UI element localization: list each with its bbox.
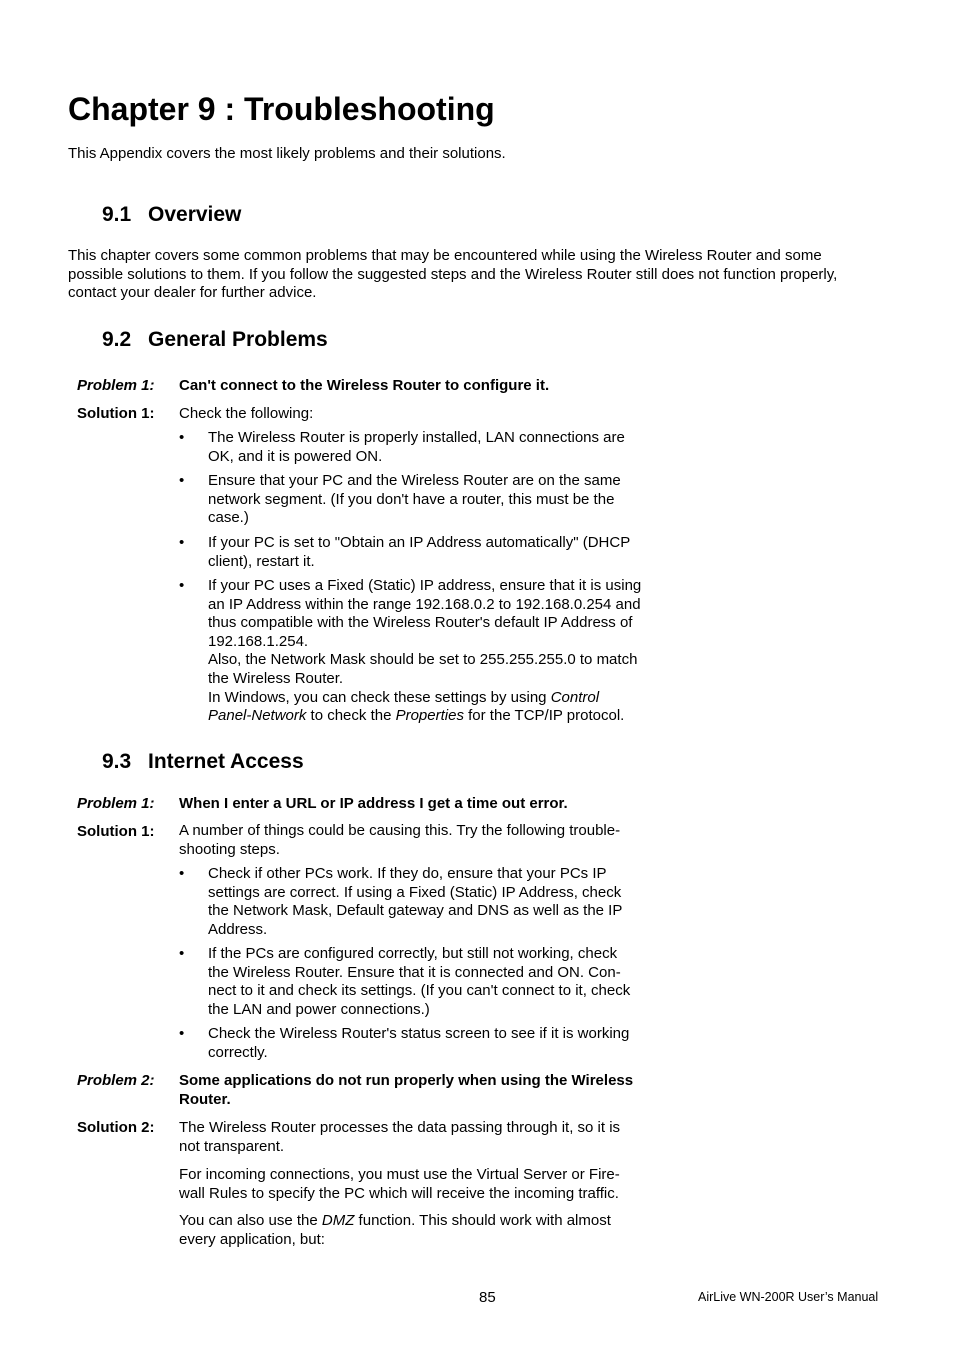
bullet-line: the LAN and power connections.): [208, 1000, 430, 1018]
solution-label: Solution 2:: [77, 1119, 155, 1136]
solution-label: Solution 1:: [77, 405, 155, 422]
bullet-line: The Wireless Router is properly installed, LAN connections are: [208, 429, 625, 446]
solution-text: [179, 1119, 679, 1156]
solution-line: wall Rules to specify the PC which will receive the incoming traffic.: [179, 1184, 619, 1202]
bullet-line: case.): [208, 509, 249, 527]
solution-paragraph: [179, 1166, 679, 1203]
bullet-glyph: •: [179, 534, 185, 551]
text-run-italic: Control: [550, 688, 600, 706]
bullet-line: Check the Wireless Router's status screen to see if it is working: [208, 1025, 630, 1042]
section-number: 9.1: [102, 203, 132, 226]
problem-text: Can't connect to the Wireless Router to configure it.: [179, 377, 550, 394]
text-run: to check the: [306, 707, 396, 725]
section-number: 9.3: [102, 750, 132, 773]
section-number: 9.2: [102, 328, 132, 351]
solution-line: The Wireless Router processes the data passing through it, so it is: [179, 1119, 621, 1136]
section-title: Overview: [148, 203, 242, 226]
problem-text: [179, 1072, 679, 1109]
chapter-title: Chapter 9 : Troubleshooting: [68, 91, 495, 127]
overview-line: possible solutions to them. If you follow the suggested steps and the Wireless Router still does not function properly,: [68, 265, 838, 283]
text-run-italic: DMZ: [321, 1212, 355, 1229]
solution-paragraph: [179, 1212, 679, 1249]
bullet-glyph: •: [179, 945, 185, 962]
section-title: General Problems: [148, 328, 328, 351]
bullet-line: the Wireless Router. Ensure that it is connected and ON. Con-: [208, 963, 621, 981]
bullet-line: the Wireless Router.: [208, 669, 344, 687]
solution-text: Check the following:: [179, 405, 314, 422]
bullet-line: If your PC is set to "Obtain an IP Address automatically" (DHCP: [208, 534, 631, 551]
overview-paragraph: [68, 247, 908, 303]
problem-line: Some applications do not run properly when using the Wireless: [179, 1072, 634, 1089]
section-heading-overview: [102, 202, 241, 228]
bullet-line: client), restart it.: [208, 552, 315, 570]
bullet-line: If your PC uses a Fixed (Static) IP address, ensure that it is using: [208, 577, 642, 594]
bullet-line: Check if other PCs work. If they do, ensure that your PCs IP: [208, 865, 607, 882]
bullet-glyph: •: [179, 429, 185, 446]
bullet-line: correctly.: [208, 1043, 268, 1061]
bullet-line: OK, and it is powered ON.: [208, 447, 383, 465]
problem-text: When I enter a URL or IP address I get a time out error.: [179, 795, 568, 812]
solution-line: every application, but:: [179, 1230, 325, 1248]
bullet-line: 192.168.1.254.: [208, 632, 309, 650]
solution-label: Solution 1:: [77, 823, 155, 840]
bullet-glyph: •: [179, 865, 185, 882]
solution-line: For incoming connections, you must use the Virtual Server or Fire-: [179, 1166, 620, 1183]
chapter-intro: This Appendix covers the most likely problems and their solutions.: [68, 145, 506, 162]
problem-label: Problem 1:: [77, 377, 155, 394]
bullet-line: network segment. (If you don't have a router, this must be the: [208, 490, 615, 508]
section-heading-internet-access: [102, 749, 304, 775]
bullet-line: an IP Address within the range 192.168.0.2 to 192.168.0.254 and: [208, 595, 641, 613]
bullet-line: [208, 707, 678, 726]
page-number: 85: [479, 1289, 496, 1306]
manual-title: AirLive WN-200R User’s Manual: [698, 1290, 879, 1304]
bullet-line: If the PCs are configured correctly, but still not working, check: [208, 945, 618, 962]
bullet-line: [208, 689, 678, 708]
solution-line: shooting steps.: [179, 840, 280, 858]
problem-label: Problem 1:: [77, 795, 155, 812]
text-run: In Windows, you can check these settings by using: [208, 688, 551, 706]
bullet-line: the Network Mask, Default gateway and DNS as well as the IP: [208, 902, 623, 920]
text-run: You can also use the: [179, 1212, 322, 1229]
bullet-glyph: •: [179, 472, 185, 489]
bullet-line: thus compatible with the Wireless Router's default IP Address of: [208, 614, 633, 632]
overview-line: contact your dealer for further advice.: [68, 284, 317, 302]
section-heading-general-problems: [102, 327, 328, 353]
bullet-glyph: •: [179, 577, 185, 594]
bullet-line: Address.: [208, 920, 268, 938]
bullet-line: Also, the Network Mask should be set to 255.255.255.0 to match: [208, 651, 638, 669]
solution-line: A number of things could be causing this. Try the following trouble-: [179, 822, 621, 839]
text-run-italic: Panel-Network: [208, 707, 307, 725]
solution-line: not transparent.: [179, 1137, 285, 1155]
overview-line: This chapter covers some common problems that may be encountered while using the Wireless Router and some: [68, 247, 822, 264]
solution-text: [179, 822, 679, 859]
bullet-line: nect to it and check its settings. (If you can't connect to it, check: [208, 982, 631, 1000]
bullet-line: Ensure that your PC and the Wireless Router are on the same: [208, 472, 621, 489]
bullet-glyph: •: [179, 1025, 185, 1042]
problem-line: Router.: [179, 1090, 231, 1108]
bullet-line: settings are correct. If using a Fixed (Static) IP Address, check: [208, 883, 622, 901]
problem-label: Problem 2:: [77, 1072, 155, 1089]
text-run-italic: Properties: [395, 707, 464, 725]
solution-line: [179, 1212, 679, 1231]
text-run: function. This should work with almost: [354, 1212, 611, 1229]
text-run: for the TCP/IP protocol.: [463, 707, 625, 725]
section-title: Internet Access: [148, 750, 304, 773]
